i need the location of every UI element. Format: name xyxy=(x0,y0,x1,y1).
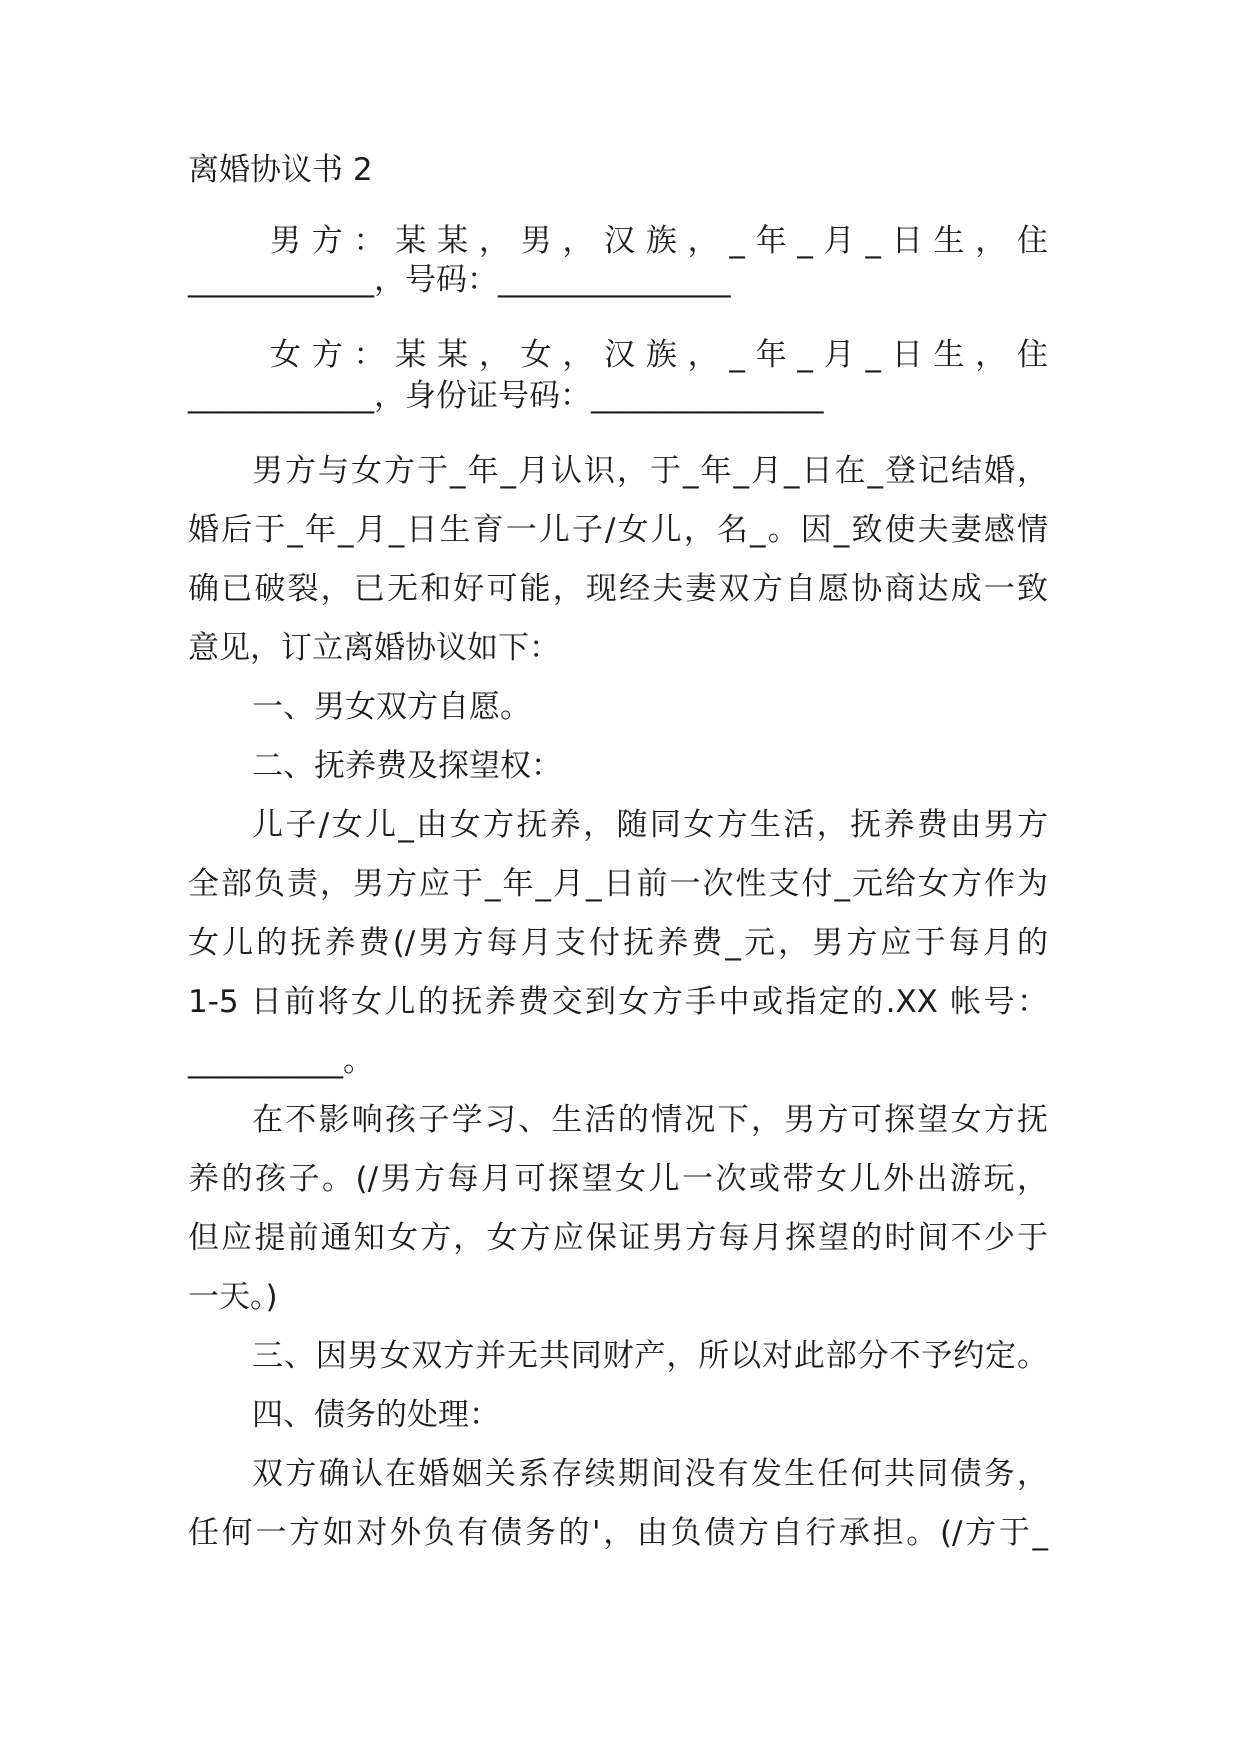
paragraph-line: 在不影响孩子学习、生活的情况下，男方可探望女方抚 xyxy=(252,1102,1048,1138)
paragraph-line: 男方与女方于_年_月认识，于_年_月_日在_登记结婚， xyxy=(252,453,1048,489)
male-party-id-line: ____________，号码：_______________ xyxy=(188,262,731,298)
paragraph-line: 全部负责，男方应于_年_月_日前一次性支付_元给女方作为 xyxy=(188,866,1048,902)
clause-heading: 三、因男女双方并无共同财产，所以对此部分不予约定。 xyxy=(252,1338,1048,1374)
paragraph-line: 任何一方如对外负有债务的'，由负债方自行承担。(/方于_ xyxy=(188,1515,1048,1551)
clause-heading: 二、抚养费及探望权： xyxy=(252,748,562,784)
paragraph-line: 确已破裂，已无和好可能，现经夫妻双方自愿协商达成一致 xyxy=(188,571,1048,607)
clause-heading: 一、男女双方自愿。 xyxy=(252,689,531,725)
paragraph-line: 1-5 日前将女儿的抚养费交到女方手中或指定的.XX 帐号： xyxy=(188,984,1048,1020)
paragraph-line: 养的孩子。(/男方每月可探望女儿一次或带女儿外出游玩， xyxy=(188,1161,1048,1197)
paragraph-line: __________。 xyxy=(188,1043,374,1079)
clause-heading: 四、债务的处理： xyxy=(252,1397,500,1433)
document-title: 离婚协议书 2 xyxy=(188,152,373,188)
paragraph-line: 一天。) xyxy=(188,1279,278,1315)
female-party-id-line: ____________，身份证号码：_______________ xyxy=(188,378,824,414)
paragraph-line: 婚后于_年_月_日生育一儿子/女儿，名_。因_致使夫妻感情 xyxy=(188,512,1048,548)
female-party-line: 女方：某某，女，汉族，_年_月_日生，住 xyxy=(270,337,1048,373)
paragraph-line: 儿子/女儿_由女方抚养，随同女方生活，抚养费由男方 xyxy=(252,807,1048,843)
paragraph-line: 双方确认在婚姻关系存续期间没有发生任何共同债务， xyxy=(252,1456,1048,1492)
paragraph-line: 意见，订立离婚协议如下： xyxy=(188,630,560,666)
paragraph-line: 女儿的抚养费(/男方每月支付抚养费_元，男方应于每月的 xyxy=(188,925,1048,961)
male-party-line: 男方：某某，男，汉族，_年_月_日生，住 xyxy=(270,223,1048,259)
paragraph-line: 但应提前通知女方，女方应保证男方每月探望的时间不少于 xyxy=(188,1220,1048,1256)
